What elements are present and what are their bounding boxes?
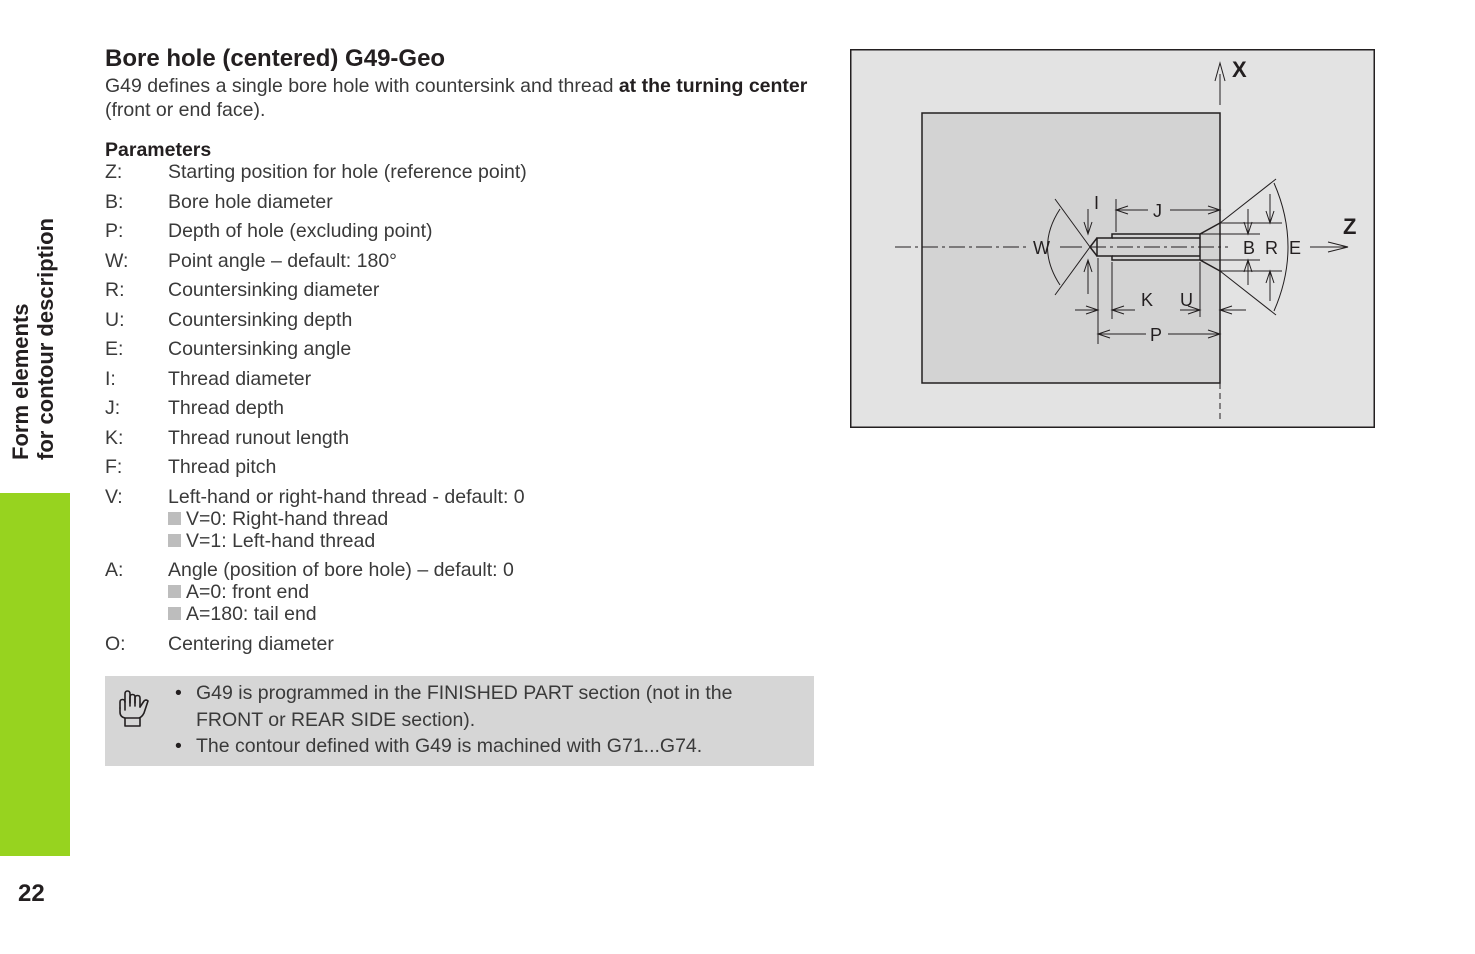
param-w: W: Point angle – default: 180°: [105, 249, 397, 272]
section-title-line2: for contour description: [33, 218, 58, 460]
square-bullet-icon: [168, 512, 181, 525]
note-list: [175, 680, 795, 760]
param-a-option-0: A=0: front end: [168, 581, 514, 603]
page-number: 22: [18, 880, 45, 907]
note-item: • G49 is programmed in the FINISHED PART section (not in the FRONT or REAR SIDE section).: [175, 680, 795, 733]
label-k: K: [1141, 290, 1154, 310]
page-title: Bore hole (centered) G49-Geo: [105, 45, 446, 72]
label-j: J: [1153, 201, 1162, 221]
param-r: R: Countersinking diameter: [105, 279, 380, 301]
intro-bold: at the turning center: [618, 75, 808, 97]
square-bullet-icon: [168, 534, 181, 547]
note-box: [105, 676, 814, 766]
label-p: P: [1150, 325, 1163, 345]
section-title-line1: Form elements: [8, 303, 33, 460]
section-tab: [0, 493, 70, 856]
param-v-option-0: V=0: Right-hand thread: [168, 508, 525, 530]
param-b: B: Bore hole diameter: [105, 190, 333, 213]
square-bullet-icon: [168, 585, 181, 598]
param-v-option-1: V=1: Left-hand thread: [168, 530, 525, 552]
bore-hole-diagram: [850, 49, 1375, 428]
param-a: A: Angle (position of bore hole) – default: 0 A=0: front end A=180: tail end: [105, 559, 514, 625]
param-j: J: Thread depth: [105, 397, 285, 419]
main-content: [105, 44, 825, 662]
param-v: V: Left-hand or right-hand thread - default: 0 V=0: Right-hand thread V=1: Left-hand thread: [105, 485, 525, 552]
note-item: • The contour defined with G49 is machined with G71...G74.: [175, 733, 795, 760]
pointing-hand-icon: [113, 682, 153, 732]
intro-text: G49 defines a single bore hole with countersink and thread: [105, 75, 619, 97]
param-u: U: Countersinking depth: [105, 308, 353, 331]
intro-paragraph: [105, 74, 825, 122]
workpiece: [922, 113, 1220, 383]
param-a-option-180: A=180: tail end: [168, 603, 514, 625]
z-axis-label: Z: [1343, 214, 1357, 239]
parameters-heading: Parameters: [105, 139, 212, 161]
section-title: [8, 120, 58, 460]
param-k: K: Thread runout length: [105, 426, 350, 449]
intro-text-end: (front or end face).: [105, 99, 266, 121]
param-e: E: Countersinking angle: [105, 338, 352, 360]
param-z: Z: Starting position for hole (reference point): [105, 161, 527, 183]
param-i: I: Thread diameter: [105, 367, 312, 390]
param-p: P: Depth of hole (excluding point): [105, 220, 433, 242]
square-bullet-icon: [168, 607, 181, 620]
label-w: W: [1033, 238, 1050, 258]
param-f: F: Thread pitch: [105, 456, 277, 478]
label-r: R: [1265, 238, 1278, 258]
x-axis-label: X: [1232, 57, 1247, 82]
label-e: E: [1289, 238, 1302, 258]
param-o: O: Centering diameter: [105, 632, 334, 655]
label-u: U: [1180, 290, 1193, 310]
label-b: B: [1243, 238, 1256, 258]
label-i: I: [1094, 193, 1100, 213]
